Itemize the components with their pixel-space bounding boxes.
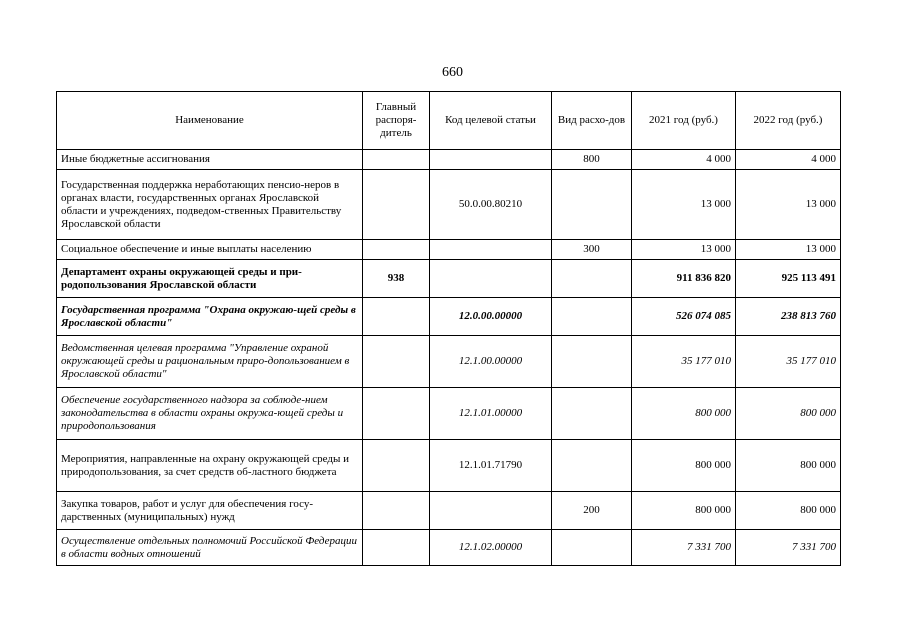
row-type [552,440,632,492]
row-admin [363,492,430,530]
header-name: Наименование [57,92,363,150]
row-admin: 938 [363,260,430,298]
row-amount-2022: 800 000 [736,440,841,492]
row-code: 12.1.01.71790 [430,440,552,492]
row-name: Обеспечение государственного надзора за соблюде-нием законодательства в области охраны окружа-ющей среды и природопользования [57,388,363,440]
row-code: 12.0.00.00000 [430,298,552,336]
row-admin [363,298,430,336]
row-name: Иные бюджетные ассигнования [57,150,363,170]
row-amount-2021: 526 074 085 [632,298,736,336]
row-type [552,530,632,566]
table-row [57,240,841,260]
row-type: 800 [552,150,632,170]
row-type [552,260,632,298]
row-admin [363,170,430,240]
table-body [57,150,841,566]
table-row [57,170,841,240]
row-amount-2022: 925 113 491 [736,260,841,298]
row-amount-2021: 800 000 [632,388,736,440]
row-amount-2021: 911 836 820 [632,260,736,298]
row-amount-2022: 4 000 [736,150,841,170]
row-admin [363,336,430,388]
row-code [430,492,552,530]
row-code [430,150,552,170]
row-amount-2021: 4 000 [632,150,736,170]
table-row [57,492,841,530]
row-name: Социальное обеспечение и иные выплаты населению [57,240,363,260]
page-number: 660 [442,65,463,80]
row-admin [363,530,430,566]
row-name: Ведомственная целевая программа "Управление охраной окружающей среды и рациональным приро-допользованием в Ярославской области" [57,336,363,388]
budget-table [56,91,841,566]
table-row [57,150,841,170]
row-amount-2022: 35 177 010 [736,336,841,388]
row-type [552,388,632,440]
row-name: Закупка товаров, работ и услуг для обеспечения госу-дарственных (муниципальных) нужд [57,492,363,530]
row-code: 12.1.00.00000 [430,336,552,388]
header-type: Вид расхо-дов [552,92,632,150]
table-row [57,440,841,492]
row-type: 300 [552,240,632,260]
row-amount-2021: 800 000 [632,440,736,492]
table-row [57,336,841,388]
row-code [430,260,552,298]
row-amount-2022: 800 000 [736,492,841,530]
row-name: Государственная поддержка неработающих пенсио-неров в органах власти, государственных органах Ярославской области и учреждениях, подведом-ственных Правительству Ярославской области [57,170,363,240]
row-amount-2022: 238 813 760 [736,298,841,336]
header-admin: Главный распоря-дитель [363,92,430,150]
row-type [552,170,632,240]
row-amount-2021: 35 177 010 [632,336,736,388]
row-type [552,298,632,336]
row-admin [363,240,430,260]
row-amount-2021: 13 000 [632,170,736,240]
row-code [430,240,552,260]
row-name: Мероприятия, направленные на охрану окружающей среды и природопользования, за счет средств об-ластного бюджета [57,440,363,492]
row-code: 12.1.02.00000 [430,530,552,566]
row-name: Государственная программа "Охрана окружаю-щей среды в Ярославской области" [57,298,363,336]
row-type [552,336,632,388]
table-header-row [57,92,841,150]
row-amount-2022: 13 000 [736,240,841,260]
table-row [57,388,841,440]
row-code: 12.1.01.00000 [430,388,552,440]
table-row [57,260,841,298]
row-name: Осуществление отдельных полномочий Российской Федерации в области водных отношений [57,530,363,566]
row-name: Департамент охраны окружающей среды и при-родопользования Ярославской области [57,260,363,298]
row-amount-2022: 7 331 700 [736,530,841,566]
row-type: 200 [552,492,632,530]
row-amount-2021: 800 000 [632,492,736,530]
header-2022: 2022 год (руб.) [736,92,841,150]
row-amount-2021: 7 331 700 [632,530,736,566]
header-2021: 2021 год (руб.) [632,92,736,150]
row-amount-2022: 800 000 [736,388,841,440]
row-amount-2021: 13 000 [632,240,736,260]
table-row [57,298,841,336]
row-amount-2022: 13 000 [736,170,841,240]
table-row [57,530,841,566]
header-code: Код целевой статьи [430,92,552,150]
row-admin [363,440,430,492]
row-admin [363,150,430,170]
row-admin [363,388,430,440]
row-code: 50.0.00.80210 [430,170,552,240]
